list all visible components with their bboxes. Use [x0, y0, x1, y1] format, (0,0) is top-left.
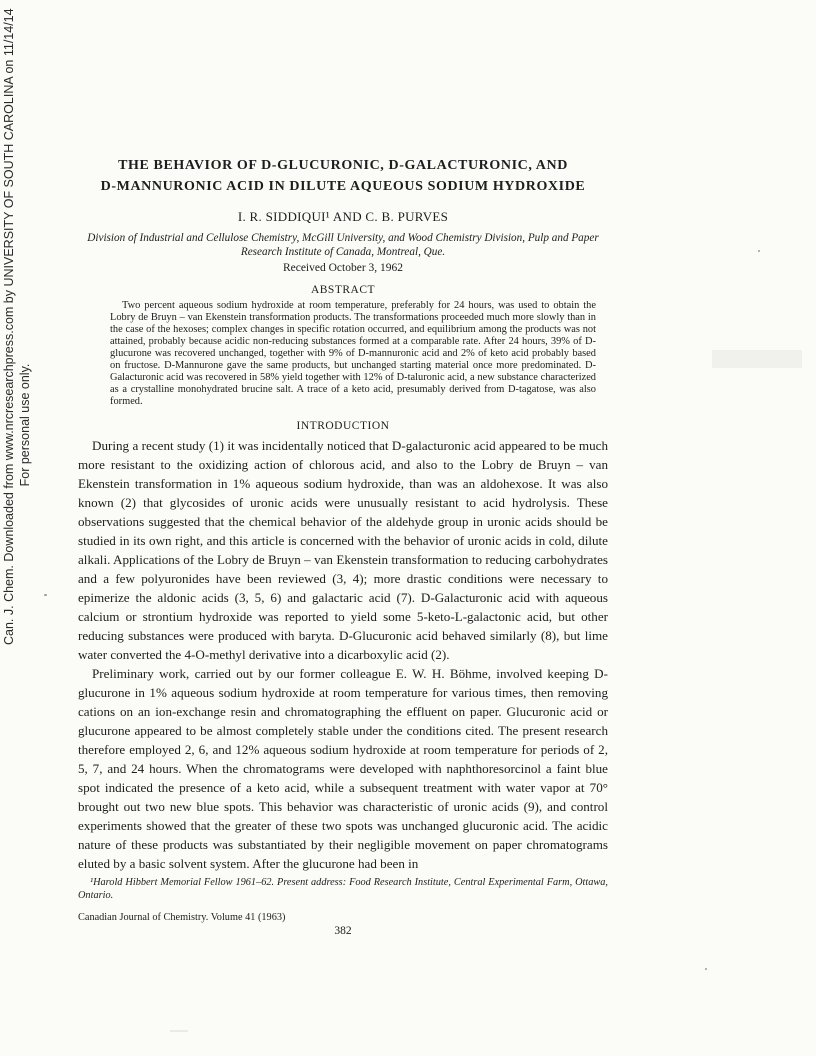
scan-speck	[758, 250, 760, 252]
scan-speck	[44, 594, 47, 596]
introduction-heading: INTRODUCTION	[296, 420, 390, 432]
journal-citation: Canadian Journal of Chemistry. Volume 41 (1963)	[78, 912, 286, 924]
scan-smudge	[170, 1030, 188, 1032]
author-footnote: ¹Harold Hibbert Memorial Fellow 1961–62. Present address: Food Research Institute, Central Experimental Farm, Ottawa, Ontario.	[78, 877, 608, 901]
download-watermark	[2, 8, 42, 645]
article-title	[78, 155, 608, 197]
abstract-text: Two percent aqueous sodium hydroxide at room temperature, preferably for 24 hours, was used to obtain the Lobry de Bruyn – van Ekenstein transformation products. The transformations proceeded much more slowly than in the case of the hexoses; complex changes in specific rotation occurred, and equilibrium among the products was not attained, probably because acidic non-reducing substances formed at a comparable rate. After 24 hours, 39% of D-glucurone was recovered unchanged, together with 9% of D-mannuronic acid and 2% of keto acid probably based on fructose. D-Mannurone gave the same products, but unchanged starting material once more predominated. D-Galacturonic acid was recovered in 58% yield together with 12% of D-taluronic acid, a new substance characterized as a crystalline monohydrated brucine salt. A trace of a keto acid, presumably derived from D-tagatose, was also formed.	[110, 300, 596, 407]
title-line-2: D-MANNURONIC ACID IN DILUTE AQUEOUS SODIUM HYDROXIDE	[100, 179, 586, 194]
scan-speck	[705, 968, 707, 970]
author-list: I. R. SIDDIQUI¹ AND C. B. PURVES	[237, 209, 449, 224]
received-date: Received October 3, 1962	[282, 262, 404, 274]
body-paragraph-1: During a recent study (1) it was incidentally noticed that D-galacturonic acid appeared to be much more resistant to the oxidizing action of chlorous acid, and also to the Lobry de Bruyn – van Ekenstein transformation in 1% aqueous sodium hydroxide, than was an aldohexose. It was also known (2) that glycosides of uronic acids were unusually resistant to acid hydrolysis. These observations suggested that the chemical behavior of the aldehyde group in uronic acids should be studied in its own right, and this article is concerned with the behavior of uronic acids in cold, dilute alkali. Applications of the Lobry de Bruyn – van Ekenstein transformation to reducing carbohydrates and a few polyuronides have been reviewed (3, 4); more drastic conditions were necessary to epimerize the aldonic acids (3, 5, 6) and galactaric acid (7). D-Galacturonic acid with aqueous calcium or strontium hydroxide was reported to yield some 5-keto-L-galactonic acid, but other reducing substances were produced with baryta. D-Glucuronic acid behaved similarly (8), but lime water converted the 4-O-methyl derivative into a dicarboxylic acid (2).	[78, 438, 608, 662]
watermark-line-2: For personal use only.	[18, 363, 32, 487]
affiliation: Division of Industrial and Cellulose Chemistry, McGill University, and Wood Chemistry Division, Pulp and Paper Research Institute of Canada, Montreal, Que.	[87, 232, 599, 258]
body-paragraph-2: Preliminary work, carried out by our former colleague E. W. H. Böhme, involved keeping D-glucurone in 1% aqueous sodium hydroxide at room temperature for various times, then removing cations on an ion-exchange resin and chromatographing the effluent on paper. Glucuronic acid or glucurone appeared to be almost completely stable under the conditions cited. The present research therefore employed 2, 6, and 12% aqueous sodium hydroxide at room temperature for periods of 2, 5, 7, and 24 hours. When the chromatograms were developed with naphthoresorcinol a faint blue spot indicated the presence of a keto acid, while a subsequent treatment with water vapor at 70° brought out two new blue spots. This behavior was characteristic of uronic acids (9), and control experiments showed that the greater of these two spots was unchanged glucuronic acid. The acidic nature of these products was substantiated by their negligible movement on paper chromatograms eluted by a basic solvent system. After the glucurone had been in	[78, 666, 608, 871]
title-line-1: THE BEHAVIOR OF D-GLUCURONIC, D-GALACTURONIC, AND	[118, 158, 568, 173]
watermark-line-1: Can. J. Chem. Downloaded from www.nrcresearchpress.com by UNIVERSITY OF SOUTH CAROLINA on 11/14/14	[2, 8, 16, 645]
article-page	[78, 155, 608, 937]
scan-smudge	[712, 350, 802, 368]
abstract-heading: ABSTRACT	[310, 284, 376, 296]
page-number: 382	[334, 925, 352, 938]
